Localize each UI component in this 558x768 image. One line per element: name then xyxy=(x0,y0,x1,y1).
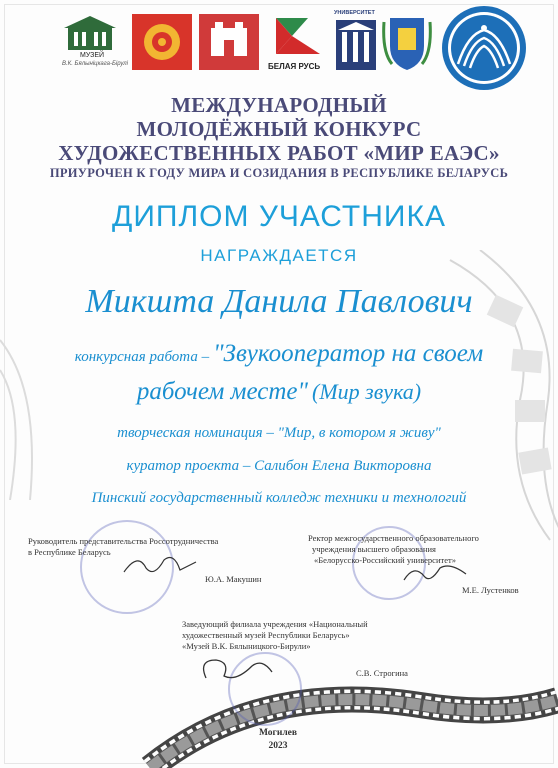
left-title-line-2: в Республике Беларусь xyxy=(28,547,111,557)
university-building-icon xyxy=(334,18,378,74)
commonwealth-emblem-icon xyxy=(438,4,530,92)
university-logo xyxy=(334,10,378,74)
museum-logo xyxy=(60,14,129,74)
header-subtitle: ПРИУРОЧЕН К ГОДУ МИРА И СОЗИДАНИЯ В РЕСПУБЛИКЕ БЕЛАРУСЬ xyxy=(49,166,509,180)
right-title-line-1: Ректор межгосударственного образовательного xyxy=(308,533,479,543)
mid-signatory-name: С.В. Строгина xyxy=(356,668,408,678)
work-line-2 xyxy=(0,378,558,406)
mid-title-line-1: Заведующий филиала учреждения «Национальный xyxy=(182,619,368,629)
mid-title-line-2: художественный музей Республики Беларусь» xyxy=(182,630,350,640)
mid-title-line-3: «Музей В.К. Бялыницкого-Бирули» xyxy=(182,641,311,651)
left-signatory-name: Ю.А. Макушин xyxy=(205,574,262,584)
awarded-label: НАГРАЖДАЕТСЯ xyxy=(200,246,358,265)
mogilev-emblem-logo xyxy=(199,14,259,70)
belaya-rus-logo xyxy=(268,14,330,76)
curator: куратор проекта – Салибон Елена Викторовна xyxy=(126,458,432,474)
right-title-line-3: «Белорусско-Российский университет» xyxy=(314,555,456,565)
museum-caption: МУЗЕЙ xyxy=(80,52,105,59)
museum-building-icon xyxy=(60,14,120,54)
signature-mid-image xyxy=(196,652,276,688)
diploma-title: ДИПЛОМ УЧАСТНИКА xyxy=(112,200,446,233)
recipient-name: Микшта Данила Павлович xyxy=(85,283,473,320)
header-line-3: ХУДОЖЕСТВЕННЫХ РАБОТ «МИР ЕАЭС» xyxy=(58,141,500,165)
belaya-rus-caption: БЕЛАЯ РУСЬ xyxy=(268,62,321,71)
nomination: творческая номинация – "Мир, в котором я живу" xyxy=(117,425,441,441)
work-title-part-1: "Звукооператор на своем xyxy=(213,340,484,367)
flag-shape-icon xyxy=(268,14,328,58)
partner-logos xyxy=(60,10,530,90)
work-line-1 xyxy=(0,340,558,368)
college: Пинский государственный колледж техники и технологий xyxy=(91,490,467,506)
work-suffix: (Мир звука) xyxy=(312,379,422,404)
footer-year: 2023 xyxy=(268,741,288,751)
work-title-part-2: рабочем месте" xyxy=(136,378,309,405)
signature-left-image xyxy=(120,550,200,580)
university-caption: УНИВЕРСИТЕТ xyxy=(334,10,375,16)
coat-of-arms-icon xyxy=(382,12,432,72)
city-gate-icon xyxy=(199,14,259,70)
year-of-peace-logo xyxy=(132,14,192,70)
left-title-line-1: Руководитель представительства Россотрудничества xyxy=(28,536,219,546)
regional-coat-of-arms xyxy=(382,12,432,72)
ornament-icon xyxy=(132,14,192,70)
work-label: конкурсная работа – xyxy=(74,349,210,365)
header-line-1: МЕЖДУНАРОДНЫЙ xyxy=(171,93,387,117)
footer-city: Могилев xyxy=(258,728,298,738)
eaeu-logo xyxy=(438,4,530,92)
museum-subcaption: В.К. Бялыніцкага-Бірулі xyxy=(62,61,129,67)
header-line-2: МОЛОДЁЖНЫЙ КОНКУРС xyxy=(136,117,422,141)
right-signatory-name: М.Е. Лустенков xyxy=(462,585,519,595)
mid-signatory-title xyxy=(182,619,368,652)
signature-right-image xyxy=(400,560,470,588)
right-title-line-2: учреждения высшего образования xyxy=(312,544,436,554)
